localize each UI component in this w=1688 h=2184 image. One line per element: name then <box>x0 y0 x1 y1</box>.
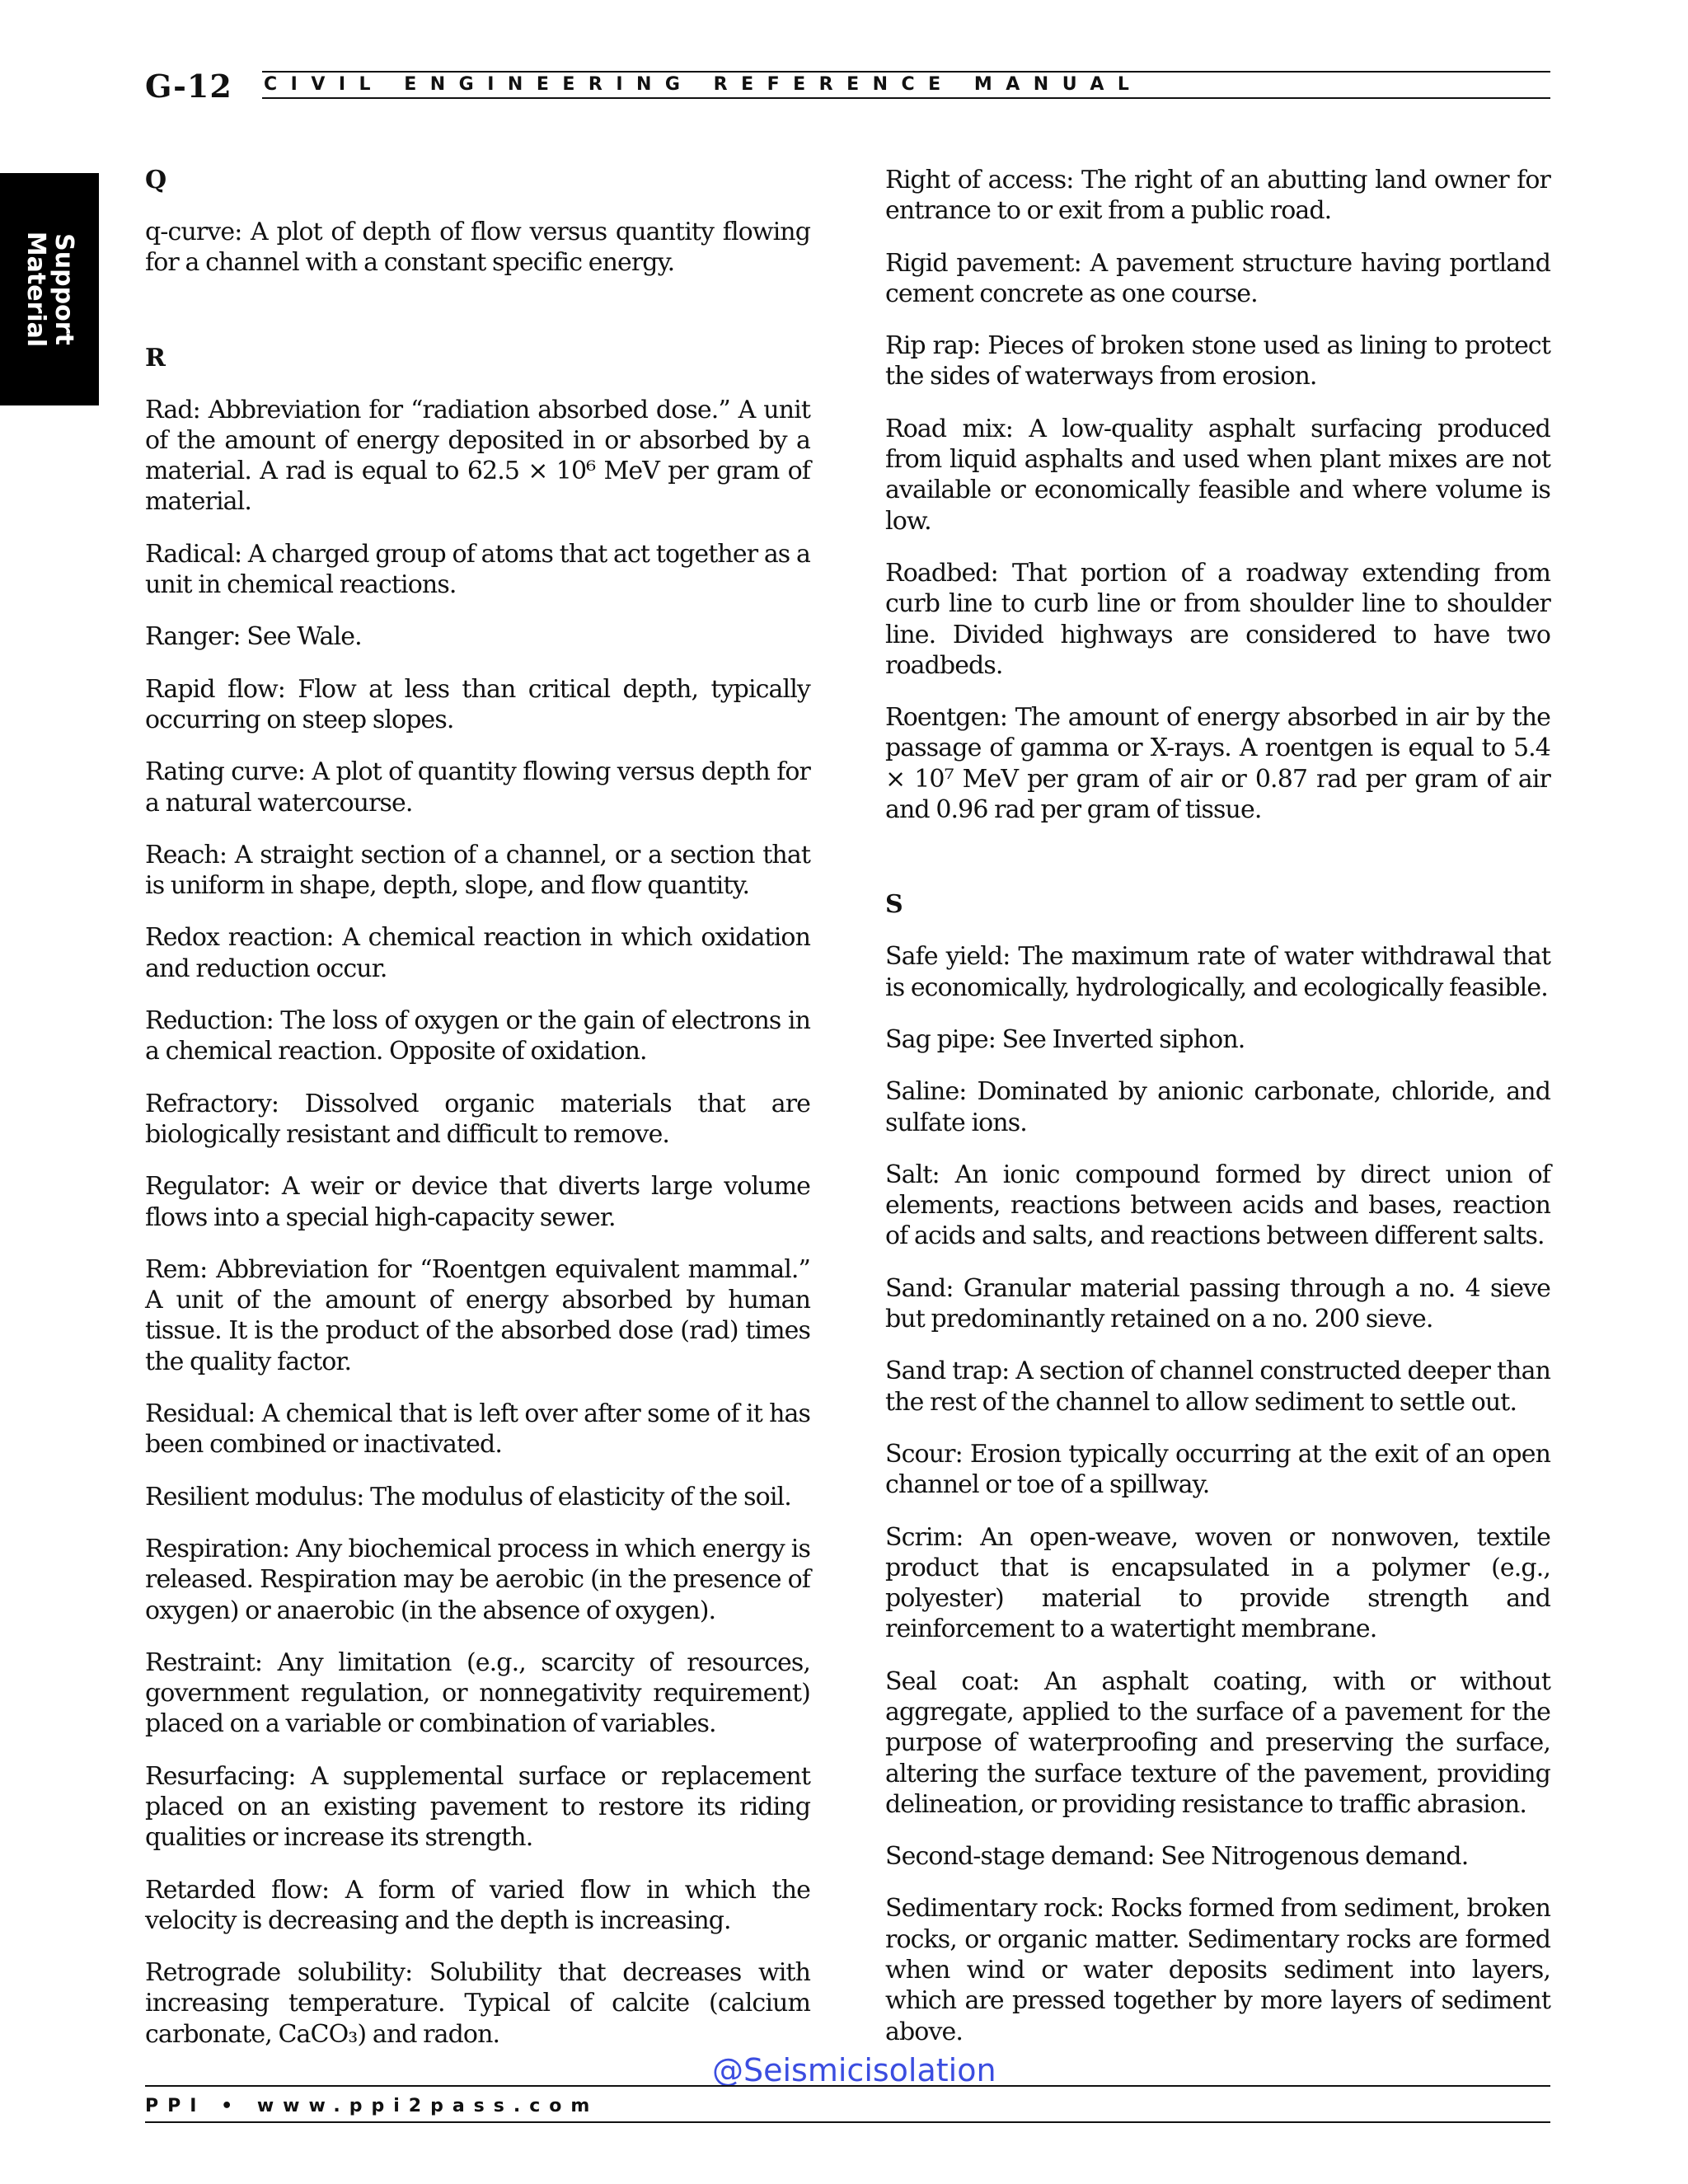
glossary-entry: Second-stage demand: See Nitrogenous demand. <box>885 1842 1469 1872</box>
glossary-entry: Retarded flow: A form of varied flow in which the velocity is decreasing and the depth is increasing. <box>145 1875 810 1935</box>
glossary-entry: Resurfacing: A supplemental surface or replacement placed on an existing pavement to restore its riding qualities or increase its strength. <box>145 1761 810 1853</box>
footer-rule-top <box>145 2085 1550 2087</box>
glossary-entry: Seal coat: An asphalt coating, with or without aggregate, applied to the surface of a pavement for the purpose of waterproofing and preserving the surface, altering the surface texture of the pavement, providing delineation, or providing resistance to traffic abrasion. <box>885 1666 1550 1819</box>
glossary-entry: Residual: A chemical that is left over after some of it has been combined or inactivated. <box>145 1399 810 1460</box>
glossary-entry: Refractory: Dissolved organic materials that are biologically resistant and difficult to remove. <box>145 1089 810 1149</box>
glossary-entry: Rip rap: Pieces of broken stone used as lining to protect the sides of waterways from erosion. <box>885 331 1550 391</box>
glossary-entry: Reach: A straight section of a channel, or a section that is uniform in shape, depth, slope, and flow quantity. <box>145 840 810 901</box>
footer-rule-bottom <box>145 2121 1550 2123</box>
glossary-entry: Saline: Dominated by anionic carbonate, chloride, and sulfate ions. <box>885 1077 1550 1137</box>
running-title: CIVIL ENGINEERING REFERENCE MANUAL <box>264 74 1143 95</box>
section-heading-q: Q <box>145 166 167 194</box>
glossary-entry: q-curve: A plot of depth of flow versus quantity flowing for a channel with a constant specific energy. <box>145 218 810 278</box>
section-heading-s: S <box>885 890 903 920</box>
glossary-entry: Resilient modulus: The modulus of elasticity of the soil. <box>145 1482 791 1511</box>
glossary-entry: Sag pipe: See Inverted siphon. <box>885 1024 1245 1054</box>
glossary-entry: Reduction: The loss of oxygen or the gain of electrons in a chemical reaction. Opposite of oxidation. <box>145 1006 810 1066</box>
glossary-entry: Retrograde solubility: Solubility that decreases with increasing temperature. Typical of calcite (calcium carbonate, CaCO₃) and radon. <box>145 1958 810 2049</box>
glossary-entry: Sedimentary rock: Rocks formed from sediment, broken rocks, or organic matter. Sedimentary rocks are formed when wind or water deposits sediment into layers, which are pressed together by more layers of sediment above. <box>885 1894 1550 2046</box>
page-number: G-12 <box>145 68 232 105</box>
header-rule-bottom <box>262 97 1550 99</box>
glossary-entry: Road mix: A low-quality asphalt surfacing produced from liquid asphalts and used when plant mixes are not available or economically feasible and where volume is low. <box>885 414 1550 536</box>
right-column <box>885 165 1550 2069</box>
glossary-entry: Respiration: Any biochemical process in which energy is released. Respiration may be aerobic (in the presence of oxygen) or anaerobic (in the absence of oxygen). <box>145 1534 810 1625</box>
side-tab <box>0 173 99 405</box>
glossary-entry: Regulator: A weir or device that diverts large volume flows into a special high-capacity sewer. <box>145 1172 810 1232</box>
glossary-entry: Rem: Abbreviation for “Roentgen equivalent mammal.” A unit of the amount of energy absorbed by human tissue. It is the product of the absorbed dose (rad) times the quality factor. <box>145 1254 810 1376</box>
glossary-entry: Rating curve: A plot of quantity flowing versus depth for a natural watercourse. <box>145 757 810 818</box>
glossary-entry: Ranger: See Wale. <box>145 622 362 652</box>
header-rule-top <box>262 71 1550 73</box>
section-heading-r: R <box>145 343 166 373</box>
watermark: @Seismicisolation <box>712 2052 996 2088</box>
glossary-entry: Sand trap: A section of channel constructed deeper than the rest of the channel to allow sediment to settle out. <box>885 1357 1550 1417</box>
side-tab-line2: Material <box>21 231 50 348</box>
glossary-entry: Rapid flow: Flow at less than critical depth, typically occurring on steep slopes. <box>145 674 810 734</box>
glossary-entry: Roentgen: The amount of energy absorbed in air by the passage of gamma or X-rays. A roentgen is equal to 5.4 × 10⁷ MeV per gram of air or 0.87 rad per gram of air and 0.96 rad per gram of tissue. <box>885 703 1550 825</box>
glossary-entry: Sand: Granular material passing through a no. 4 sieve but predominantly retained on a no. 200 sieve. <box>885 1273 1550 1334</box>
glossary-entry: Salt: An ionic compound formed by direct union of elements, reactions between acids and bases, reaction of acids and salts, and reactions between different salts. <box>885 1160 1550 1251</box>
glossary-entry: Scour: Erosion typically occurring at the exit of an open channel or toe of a spillway. <box>885 1439 1550 1500</box>
side-tab-label <box>21 232 77 347</box>
glossary-entry: Scrim: An open-weave, woven or nonwoven, textile product that is encapsulated in a polymer (e.g., polyester) material to provide strength and reinforcement to a watertight membrane. <box>885 1522 1550 1644</box>
glossary-entry: Safe yield: The maximum rate of water withdrawal that is economically, hydrologically, and ecologically feasible. <box>885 942 1550 1002</box>
footer-publisher: PPI • www.ppi2pass.com <box>145 2096 599 2116</box>
side-tab-line1: Support <box>49 233 78 345</box>
glossary-entry: Radical: A charged group of atoms that act together as a unit in chemical reactions. <box>145 539 810 600</box>
glossary-entry: Right of access: The right of an abutting land owner for entrance to or exit from a public road. <box>885 166 1550 226</box>
glossary-entry: Rigid pavement: A pavement structure having portland cement concrete as one course. <box>885 248 1550 308</box>
glossary-entry: Roadbed: That portion of a roadway extending from curb line to curb line or from shoulder line to shoulder line. Divided highways are considered to have two roadbeds. <box>885 558 1550 680</box>
left-column <box>145 165 810 2071</box>
glossary-entry: Redox reaction: A chemical reaction in which oxidation and reduction occur. <box>145 923 810 983</box>
glossary-entry: Restraint: Any limitation (e.g., scarcity of resources, government regulation, or nonnegativity requirement) placed on a variable or combination of variables. <box>145 1647 810 1739</box>
glossary-entry: Rad: Abbreviation for “radiation absorbed dose.” A unit of the amount of energy deposited in or absorbed by a material. A rad is equal to 62.5 × 10⁶ MeV per gram of material. <box>145 395 810 517</box>
